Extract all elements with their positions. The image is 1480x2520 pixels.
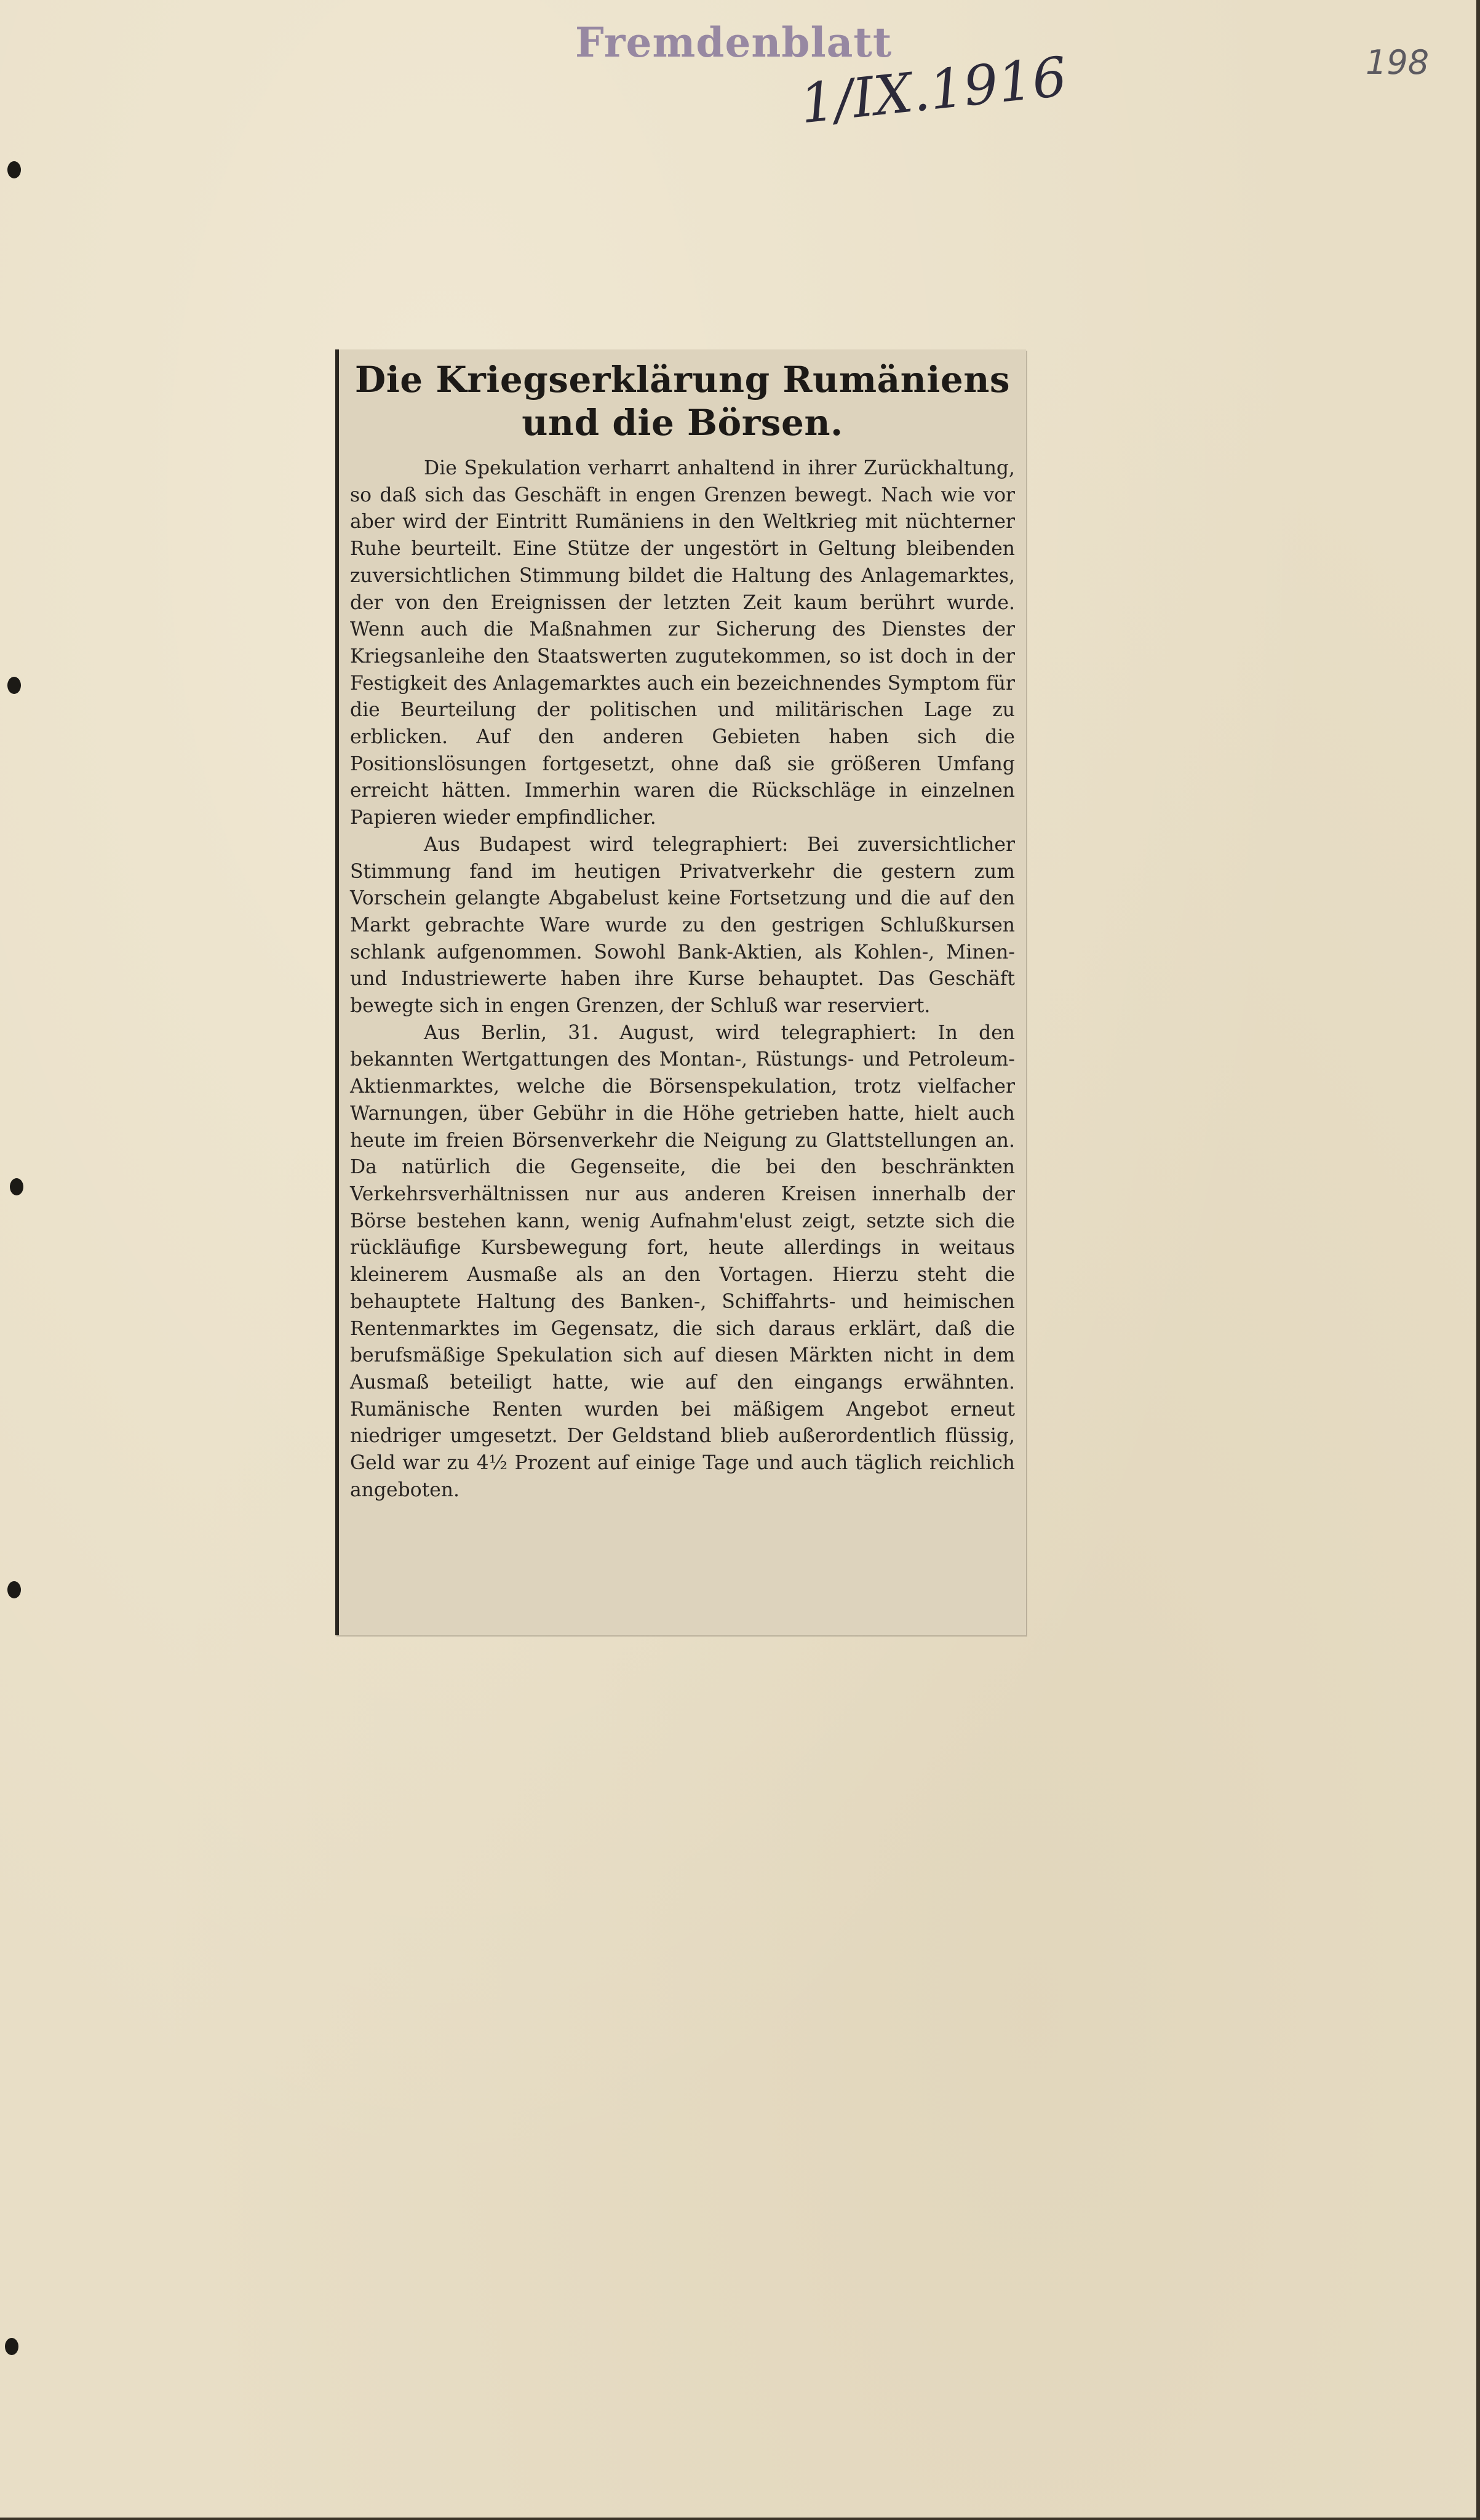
article-paragraph: Die Spekulation verharrt anhaltend in ihrer Zurückhaltung, so daß sich das Geschäft in engen Grenzen bewegt. Nach wie vor aber wird der Eintritt Rumäniens in den Weltkrieg mit nüchterner Ruhe beurteilt. Eine Stütze der ungestört in Geltung bleibenden zuversichtlichen Stimmung bildet die Haltung des Anlagemarktes, der von den Ereignissen der letzten Zeit kaum berührt wurde. Wenn auch die Maßnahmen zur Sicherung des Dienstes der Kriegsanleihe den Staatswerten zugutekommen, so ist doch in der Festigkeit des Anlagemarktes auch ein bezeichnendes Symptom für die Beurteilung der politischen und militärischen Lage zu erblicken. Auf den anderen Gebieten haben sich die Positionslösungen fortgesetzt, ohne daß sie größeren Umfang erreicht hätten. Immerhin waren die Rückschläge in einzelnen Papieren wieder empfindlicher. [350, 457, 1015, 829]
newspaper-stamp: Fremdenblatt [575, 18, 893, 66]
newspaper-clipping [335, 349, 1026, 1635]
punch-hole [10, 1178, 23, 1195]
punch-hole [7, 677, 21, 694]
article-body [350, 455, 1015, 1504]
article-headline: Die Kriegserklärung Rumäniens und die Börsen. [354, 359, 1011, 444]
article-paragraph: Aus Budapest wird telegraphiert: Bei zuversichtlicher Stimmung fand im heutigen Privatverkehr die gestern zum Vorschein gelangte Abgabelust keine Fortsetzung und die auf den Markt gebrachte Ware wurde zu den gestrigen Schlußkursen schlank aufgenommen. Sowohl Bank-Aktien, als Kohlen-, Minen- und Industriewerte haben ihre Kurse behauptet. Das Geschäft bewegte sich in engen Grenzen, der Schluß war reserviert. [350, 833, 1015, 1018]
punch-hole [7, 161, 21, 178]
punch-hole [7, 1581, 21, 1598]
article-paragraph: Aus Berlin, 31. August, wird telegraphiert: In den bekannten Wertgattungen des Montan-, Rüstungs- und Petroleum-Aktienmarktes, welche die Börsenspekulation, trotz vielfacher Warnungen, über Gebühr in die Höhe getrieben hatte, hielt auch heute im freien Börsenverkehr die Neigung zu Glattstellungen an. Da natürlich die Gegenseite, die bei den beschränkten Verkehrsverhältnissen nur aus anderen Kreisen innerhalb der Börse bestehen kann, wenig Aufnahm'elust zeigt, setzte sich die rückläufige Kursbewegung fort, heute allerdings in weitaus kleinerem Ausmaße als an den Vortagen. Hierzu steht die behauptete Haltung des Banken-, Schiffahrts- und heimischen Rentenmarktes im Gegensatz, die sich daraus erklärt, daß die berufsmäßige Spekulation sich auf diesen Märkten nicht in dem Ausmaß beteiligt hatte, wie auf den eingangs erwähnten. Rumänische Renten wurden bei mäßigem Angebot erneut niedriger umgesetzt. Der Geldstand blieb außerordentlich flüssig, Geld war zu 4½ Prozent auf einige Tage und auch täglich reichlich angeboten. [350, 1021, 1015, 1501]
handwritten-date: 1/IX.1916 [797, 44, 1070, 136]
punch-hole [5, 2338, 18, 2355]
page-number: 198 [1366, 43, 1430, 82]
